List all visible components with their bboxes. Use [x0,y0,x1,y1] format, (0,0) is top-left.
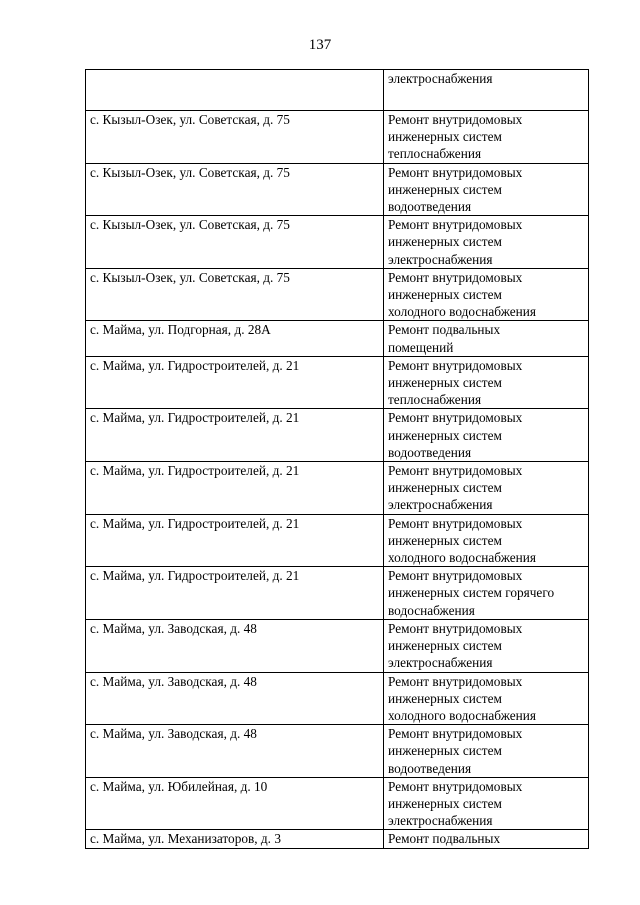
table-row [86,672,589,725]
address-cell: с. Майма, ул. Механизаторов, д. 3 [86,830,384,848]
page-number: 137 [308,37,332,53]
work-cell: Ремонт внутридомовых инженерных систем холодного водоснабжения [384,672,589,725]
work-cell: электроснабжения [384,70,589,111]
table-row [86,619,589,672]
address-cell: с. Майма, ул. Юбилейная, д. 10 [86,777,384,830]
address-cell: с. Майма, ул. Заводская, д. 48 [86,672,384,725]
work-cell: Ремонт внутридомовых инженерных систем теплоснабжения [384,356,589,409]
work-cell: Ремонт подвальных [384,830,589,848]
table-row [86,111,589,164]
table-row [86,462,589,515]
table-row [86,163,589,216]
work-cell: Ремонт внутридомовых инженерных систем электроснабжения [384,777,589,830]
table-row [86,268,589,321]
table-row [86,409,589,462]
address-cell: с. Майма, ул. Гидростроителей, д. 21 [86,462,384,515]
work-cell: Ремонт внутридомовых инженерных систем холодного водоснабжения [384,268,589,321]
address-cell: с. Майма, ул. Заводская, д. 48 [86,619,384,672]
table-row [86,70,589,111]
work-cell: Ремонт внутридомовых инженерных систем горячего водоснабжения [384,567,589,620]
work-cell: Ремонт внутридомовых инженерных систем электроснабжения [384,216,589,269]
table-row [86,216,589,269]
address-cell: с. Кызыл-Озек, ул. Советская, д. 75 [86,163,384,216]
work-cell: Ремонт подвальных помещений [384,321,589,356]
table-row [86,725,589,778]
address-cell: с. Майма, ул. Гидростроителей, д. 21 [86,514,384,567]
works-table [85,69,589,849]
work-cell: Ремонт внутридомовых инженерных систем водоотведения [384,725,589,778]
address-cell [86,70,384,111]
address-cell: с. Кызыл-Озек, ул. Советская, д. 75 [86,216,384,269]
address-cell: с. Майма, ул. Подгорная, д. 28А [86,321,384,356]
address-cell: с. Кызыл-Озек, ул. Советская, д. 75 [86,268,384,321]
address-cell: с. Майма, ул. Гидростроителей, д. 21 [86,567,384,620]
address-cell: с. Майма, ул. Заводская, д. 48 [86,725,384,778]
work-cell: Ремонт внутридомовых инженерных систем водоотведения [384,409,589,462]
work-cell: Ремонт внутридомовых инженерных систем электроснабжения [384,619,589,672]
table-row [86,830,589,848]
work-cell: Ремонт внутридомовых инженерных систем холодного водоснабжения [384,514,589,567]
table-row [86,514,589,567]
work-cell: Ремонт внутридомовых инженерных систем теплоснабжения [384,111,589,164]
work-cell: Ремонт внутридомовых инженерных систем электроснабжения [384,462,589,515]
table-row [86,356,589,409]
table-row [86,567,589,620]
table-row [86,777,589,830]
work-cell: Ремонт внутридомовых инженерных систем водоотведения [384,163,589,216]
address-cell: с. Кызыл-Озек, ул. Советская, д. 75 [86,111,384,164]
address-cell: с. Майма, ул. Гидростроителей, д. 21 [86,356,384,409]
address-cell: с. Майма, ул. Гидростроителей, д. 21 [86,409,384,462]
table-row [86,321,589,356]
